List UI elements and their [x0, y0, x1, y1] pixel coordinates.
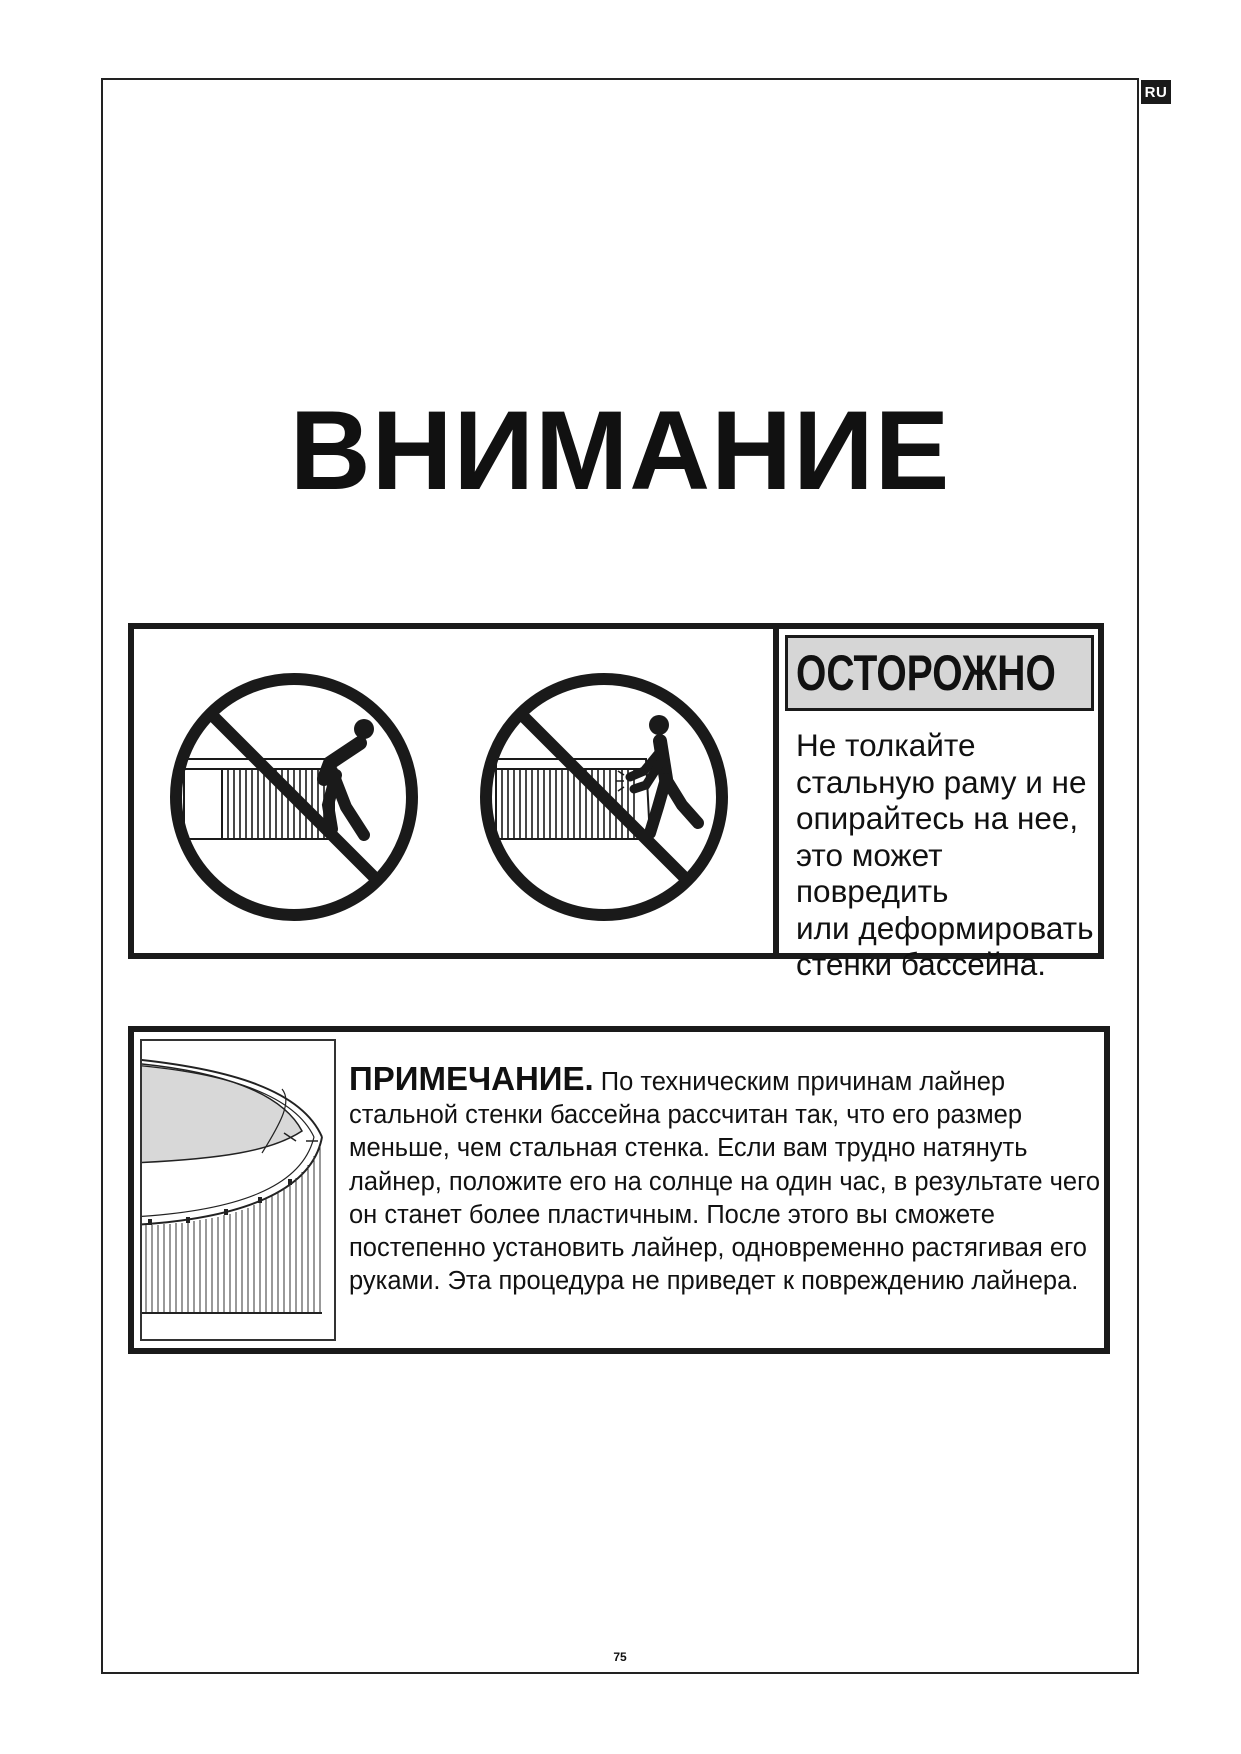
panel-divider [773, 629, 779, 953]
caution-text: Не толкайте стальную раму и не опирайтесь на нее, это может повредить или деформировать стенки бассейна. [796, 727, 1094, 982]
caution-header [785, 635, 1094, 711]
no-pushing-frame-icon [474, 667, 734, 927]
language-tab: RU [1141, 80, 1171, 104]
caution-heading: ОСТОРОЖНО [796, 645, 1056, 701]
note-panel [128, 1026, 1110, 1354]
note-body: По техническим причинам лайнер стальной стенки бассейна рассчитан так, что его размер меньше, чем стальная стенка. Если вам трудно натянуть лайнер, положите его на солнце на один час, в результате чего он станет более пластичным. После этого вы сможете постепенно установить лайнер, одновременно растягивая его руками. Эта процедура не приведет к повреждению лайнера. [349, 1068, 1101, 1296]
note-text-block [349, 1062, 1119, 1298]
page-number: 75 [613, 1650, 627, 1664]
note-title: ПРИМЕЧАНИЕ. [349, 1060, 594, 1097]
page-title: ВНИМАНИЕ [289, 388, 951, 513]
pool-liner-illustration [140, 1039, 336, 1341]
no-leaning-on-frame-icon [164, 667, 424, 927]
caution-panel [128, 623, 1104, 982]
